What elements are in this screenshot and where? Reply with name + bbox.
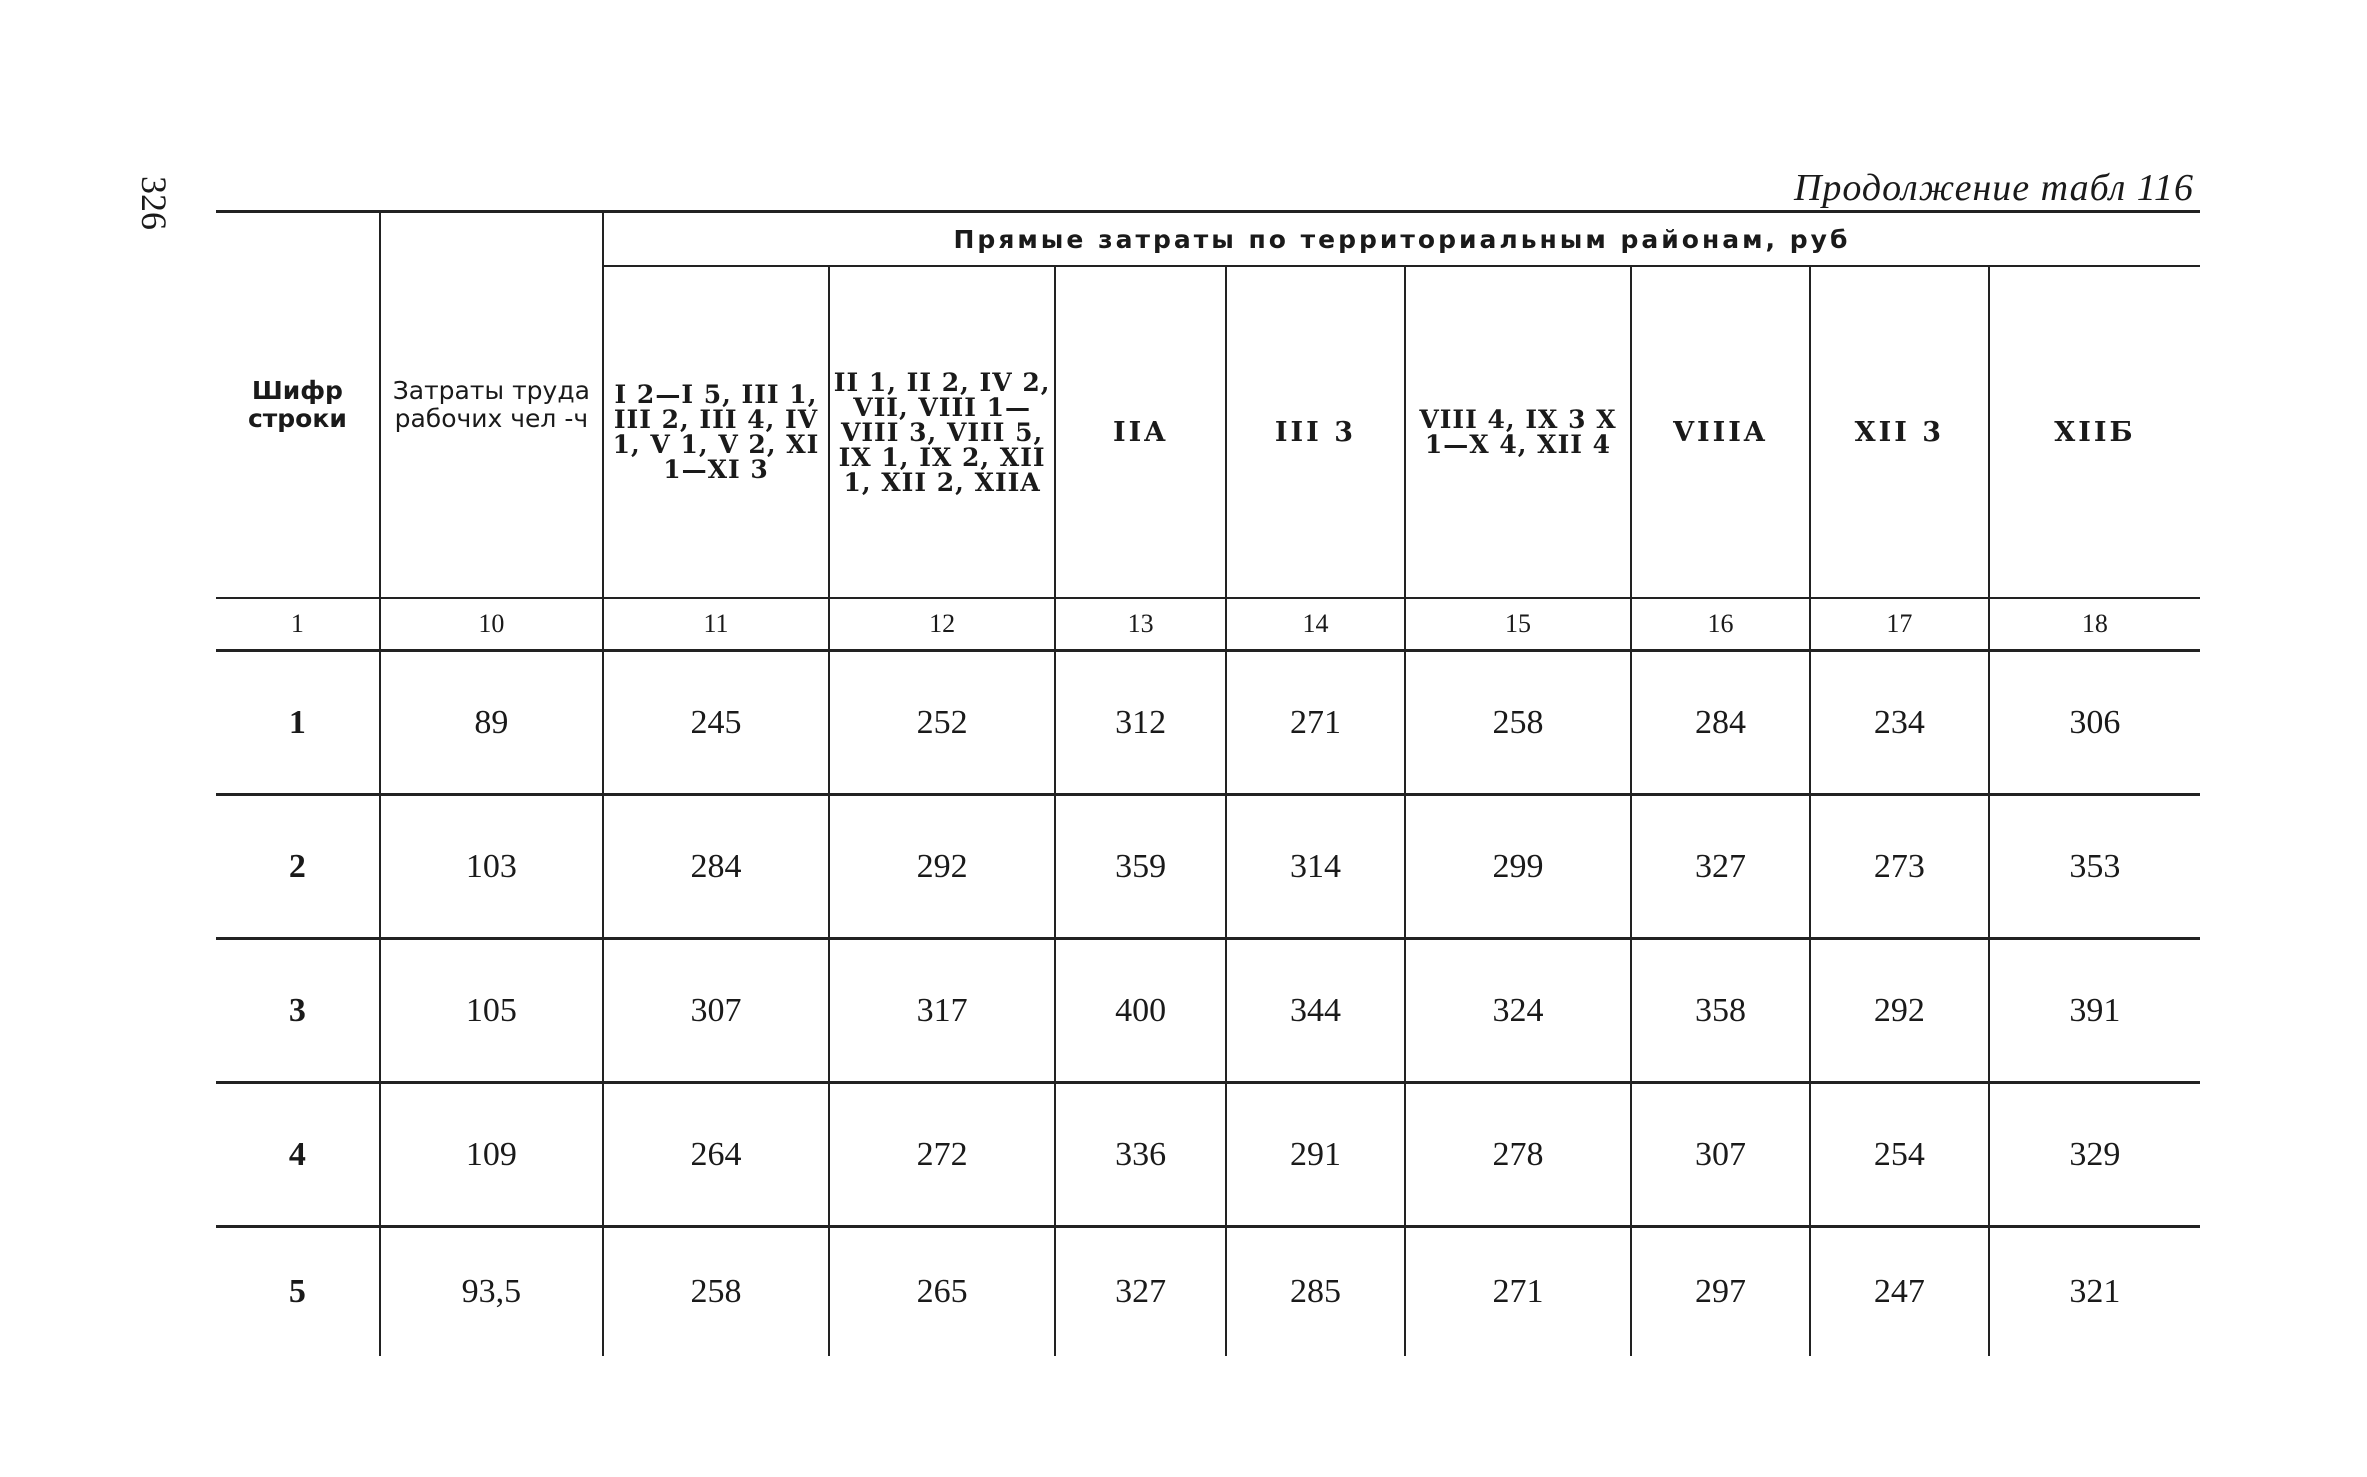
cost-value: 400 <box>1055 939 1226 1083</box>
cost-value: 264 <box>603 1083 829 1227</box>
column-number: 16 <box>1631 598 1810 651</box>
region-header: XIIБ <box>1989 266 2200 598</box>
labor-value: 109 <box>380 1083 603 1227</box>
cost-value: 299 <box>1405 795 1631 939</box>
cost-value: 327 <box>1055 1227 1226 1357</box>
column-number: 1 <box>216 598 380 651</box>
cost-value: 317 <box>829 939 1055 1083</box>
cost-value: 272 <box>829 1083 1055 1227</box>
cost-value: 324 <box>1405 939 1631 1083</box>
table-row <box>216 1227 2200 1357</box>
cost-value: 321 <box>1989 1227 2200 1357</box>
region-header: II 1, II 2, IV 2, VII, VIII 1—VIII 3, VIII 5, IX 1, IX 2, XII 1, XII 2, XIIA <box>829 266 1055 598</box>
cost-value: 336 <box>1055 1083 1226 1227</box>
cost-value: 271 <box>1405 1227 1631 1357</box>
cost-value: 307 <box>1631 1083 1810 1227</box>
table-row <box>216 795 2200 939</box>
cost-value: 284 <box>603 795 829 939</box>
cost-value: 273 <box>1810 795 1989 939</box>
cost-value: 254 <box>1810 1083 1989 1227</box>
region-header: XII 3 <box>1810 266 1989 598</box>
column-number: 10 <box>380 598 603 651</box>
labor-value: 93,5 <box>380 1227 603 1357</box>
labor-value: 105 <box>380 939 603 1083</box>
cost-value: 258 <box>1405 651 1631 795</box>
cost-value: 284 <box>1631 651 1810 795</box>
column-number: 12 <box>829 598 1055 651</box>
direct-costs-group-header: Прямые затраты по территориальным районам, руб <box>603 212 2200 267</box>
cost-value: 278 <box>1405 1083 1631 1227</box>
column-number: 11 <box>603 598 829 651</box>
cost-value: 314 <box>1226 795 1405 939</box>
region-header: I 2—I 5, III 1, III 2, III 4, IV 1, V 1, V 2, XI 1—XI 3 <box>603 266 829 598</box>
column-number: 15 <box>1405 598 1631 651</box>
table-row <box>216 651 2200 795</box>
cost-value: 271 <box>1226 651 1405 795</box>
row-code: 5 <box>216 1227 380 1357</box>
cost-value: 285 <box>1226 1227 1405 1357</box>
column-number: 17 <box>1810 598 1989 651</box>
labor-value: 89 <box>380 651 603 795</box>
cost-table <box>216 210 2200 1356</box>
cost-value: 247 <box>1810 1227 1989 1357</box>
cost-value: 292 <box>1810 939 1989 1083</box>
cost-value: 391 <box>1989 939 2200 1083</box>
region-header: VIIIA <box>1631 266 1810 598</box>
cost-value: 358 <box>1631 939 1810 1083</box>
table-caption: Продолжение табл 116 <box>1793 167 2194 209</box>
row-code: 4 <box>216 1083 380 1227</box>
cost-value: 258 <box>603 1227 829 1357</box>
table-row <box>216 1083 2200 1227</box>
cost-value: 234 <box>1810 651 1989 795</box>
cost-value: 291 <box>1226 1083 1405 1227</box>
cost-value: 292 <box>829 795 1055 939</box>
row-code: 2 <box>216 795 380 939</box>
table-row <box>216 939 2200 1083</box>
region-header: VIII 4, IX 3 X 1—X 4, XII 4 <box>1405 266 1631 598</box>
column-number: 18 <box>1989 598 2200 651</box>
cost-value: 327 <box>1631 795 1810 939</box>
cost-value: 307 <box>603 939 829 1083</box>
cost-value: 252 <box>829 651 1055 795</box>
cost-value: 329 <box>1989 1083 2200 1227</box>
cost-value: 297 <box>1631 1227 1810 1357</box>
column-number: 13 <box>1055 598 1226 651</box>
row-code-header: Шифр строки <box>216 212 380 599</box>
page-number: 326 <box>134 176 174 230</box>
cost-value: 265 <box>829 1227 1055 1357</box>
cost-value: 306 <box>1989 651 2200 795</box>
cost-value: 312 <box>1055 651 1226 795</box>
region-header: III 3 <box>1226 266 1405 598</box>
region-header: IIA <box>1055 266 1226 598</box>
row-code: 3 <box>216 939 380 1083</box>
cost-value: 359 <box>1055 795 1226 939</box>
column-number: 14 <box>1226 598 1405 651</box>
labor-cost-header: Затраты труда рабочих чел -ч <box>380 212 603 599</box>
row-code: 1 <box>216 651 380 795</box>
cost-value: 344 <box>1226 939 1405 1083</box>
cost-value: 245 <box>603 651 829 795</box>
cost-value: 353 <box>1989 795 2200 939</box>
labor-value: 103 <box>380 795 603 939</box>
